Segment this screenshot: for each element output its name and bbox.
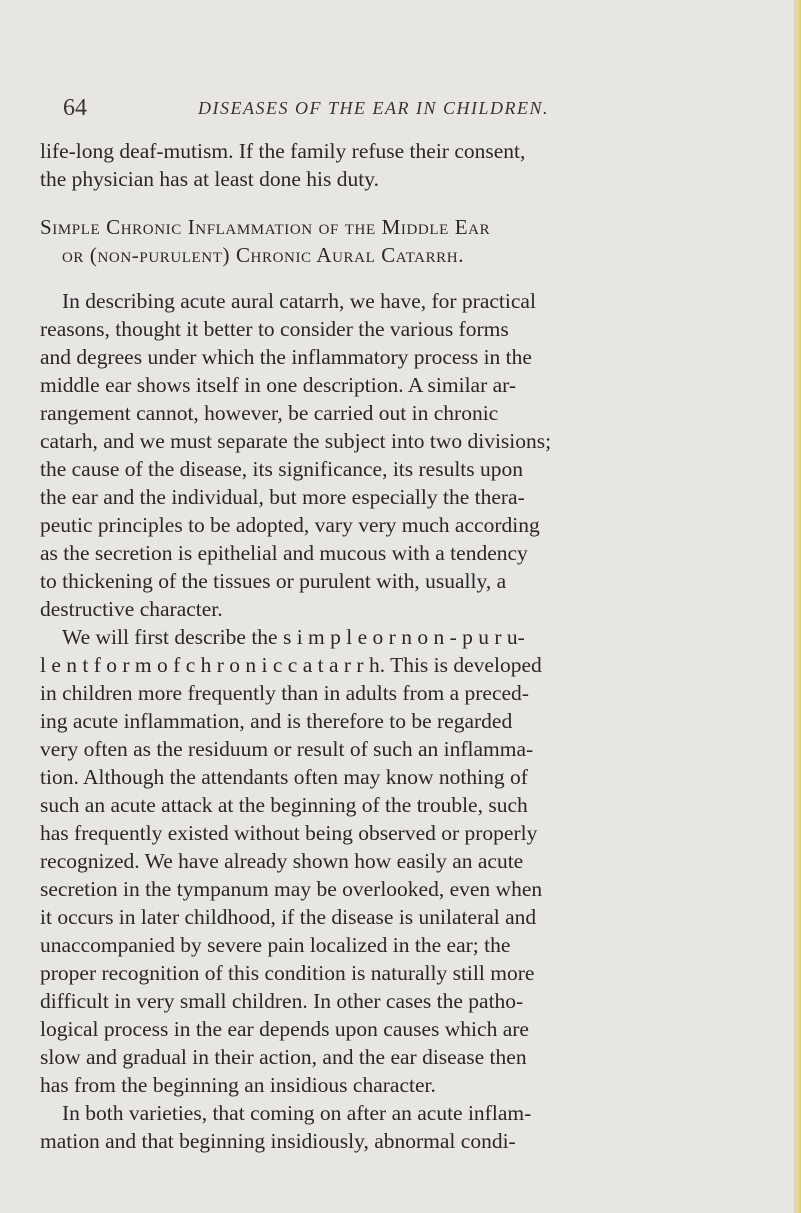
text-line: and degrees under which the inflammatory process in the <box>40 345 532 369</box>
text-line: ing acute inflammation, and is therefore to be regarded <box>40 709 513 733</box>
text-line: mation and that beginning insidiously, abnormal condi- <box>40 1129 516 1153</box>
text-line: catarh, and we must separate the subject into two divisions; <box>40 429 552 453</box>
text-line: rangement cannot, however, be carried out in chronic <box>40 401 499 425</box>
text-line: the ear and the individual, but more especially the thera- <box>40 485 525 509</box>
text-line: in children more frequently than in adults from a preced- <box>40 681 529 705</box>
text-line: middle ear shows itself in one description. A similar ar- <box>40 373 517 397</box>
text-line: as the secretion is epithelial and mucous with a tendency <box>40 541 528 565</box>
text-line: destructive character. <box>40 597 223 621</box>
text-line: unaccompanied by severe pain localized in the ear; the <box>40 933 511 957</box>
text-line: very often as the residuum or result of such an inflamma- <box>40 737 534 761</box>
page-number: 64 <box>63 95 87 121</box>
text-line: In both varieties, that coming on after an acute inflam- <box>62 1101 532 1125</box>
text-line: We will first describe the s i m p l e o r n o n - p u r u- <box>62 625 525 649</box>
text-line: peutic principles to be adopted, vary very much according <box>40 513 540 537</box>
text-line: secretion in the tympanum may be overlooked, even when <box>40 877 543 901</box>
text-line: such an acute attack at the beginning of the trouble, such <box>40 793 528 817</box>
text-line: l e n t f o r m o f c h r o n i c c a t a r r h. This is developed <box>40 653 542 677</box>
text-line: slow and gradual in their action, and the ear disease then <box>40 1045 527 1069</box>
section-heading-line-2: or (non-purulent) Chronic Aural Catarrh. <box>62 243 465 267</box>
text-line: has frequently existed without being observed or properly <box>40 821 538 845</box>
text-line: tion. Although the attendants often may know nothing of <box>40 765 528 789</box>
page-header <box>63 92 763 124</box>
text-line: difficult in very small children. In other cases the patho- <box>40 989 524 1013</box>
text-line: it occurs in later childhood, if the disease is unilateral and <box>40 905 537 929</box>
text-line: has from the beginning an insidious character. <box>40 1073 436 1097</box>
text-line: recognized. We have already shown how easily an acute <box>40 849 524 873</box>
text-line: reasons, thought it better to consider the various forms <box>40 317 509 341</box>
text-line: proper recognition of this condition is naturally still more <box>40 961 535 985</box>
text-line: In describing acute aural catarrh, we have, for practical <box>62 289 536 313</box>
page-edge <box>794 0 801 1213</box>
text-line: logical process in the ear depends upon causes which are <box>40 1017 529 1041</box>
running-title: DISEASES OF THE EAR IN CHILDREN. <box>198 98 549 118</box>
text-line: the physician has at least done his duty. <box>40 167 379 191</box>
text-line: life-long deaf-mutism. If the family refuse their consent, <box>40 139 526 163</box>
section-heading-line-1: Simple Chronic Inflammation of the Middle Ear <box>40 215 491 239</box>
text-line: the cause of the disease, its significance, its results upon <box>40 457 524 481</box>
text-line: to thickening of the tissues or purulent with, usually, a <box>40 569 507 593</box>
